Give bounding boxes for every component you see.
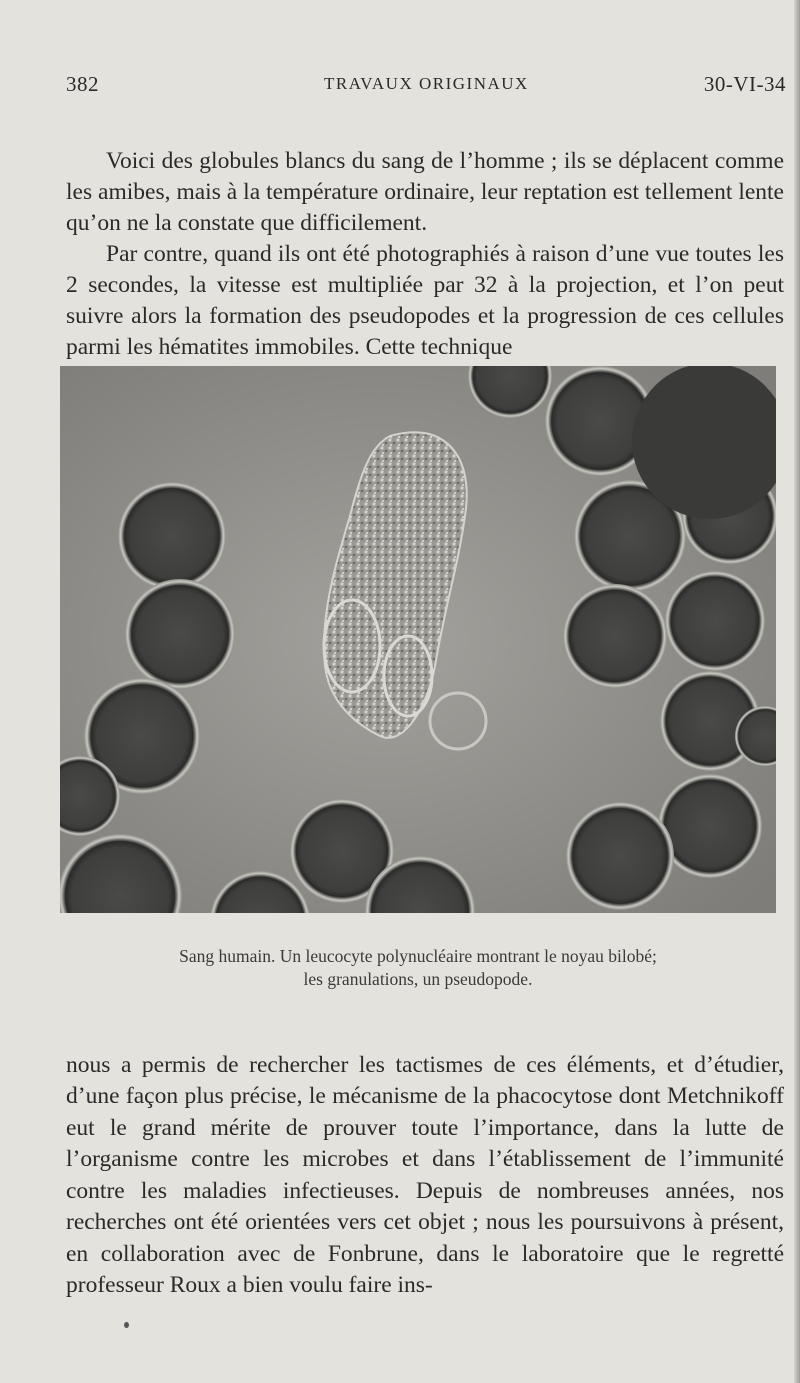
header-date: 30-VI-34 bbox=[703, 72, 786, 96]
caption-line-2: les granulations, un pseudopode. bbox=[303, 969, 533, 989]
paragraph-phagocytosis: nous a permis de rechercher les tactismes de ces éléments, et d’étudier, d’une façon plus précise, le mécanisme de la phacocytose dont Metchnikoff eut le grand mérite de prouver toute l’importance, dans la lutte de l’organisme contre les microbes et dans l’établissement de l’immunité contre les maladies infectieuses. Depuis de nombreuses années, nos recherches ont été orientées vers cet objet ; nous les poursuivons à présent, en collaboration avec de Fonbrune, dans le laboratoire que le regretté professeur Roux a bien voulu faire ins- bbox=[66, 1051, 784, 1298]
paragraph-cinematography: Par contre, quand ils ont été photographiés à raison d’une vue toutes les 2 secondes, la vitesse est multipliée par 32 à la projection, et l’on peut suivre alors la formation des pseudopodes et la progression de ces cellules parmi les hématites immobiles. Cette technique bbox=[66, 240, 784, 360]
running-header bbox=[66, 72, 786, 102]
figure-caption bbox=[60, 945, 776, 991]
micrograph-figure bbox=[60, 366, 776, 913]
running-title: TRAVAUX ORIGINAUX bbox=[324, 74, 529, 93]
page-number: 382 bbox=[66, 72, 99, 96]
ink-speck bbox=[124, 1322, 129, 1328]
page-edge-shadow bbox=[794, 0, 800, 1383]
micrograph-image bbox=[60, 366, 776, 913]
caption-line-1: Sang humain. Un leucocyte polynucléaire montrant le noyau bilobé; bbox=[179, 946, 657, 966]
paragraph-white-blood-cells: Voici des globules blancs du sang de l’homme ; ils se déplacent comme les amibes, mais à la température ordinaire, leur reptation est tellement lente qu’on ne la constate que difficilement. bbox=[66, 147, 784, 236]
